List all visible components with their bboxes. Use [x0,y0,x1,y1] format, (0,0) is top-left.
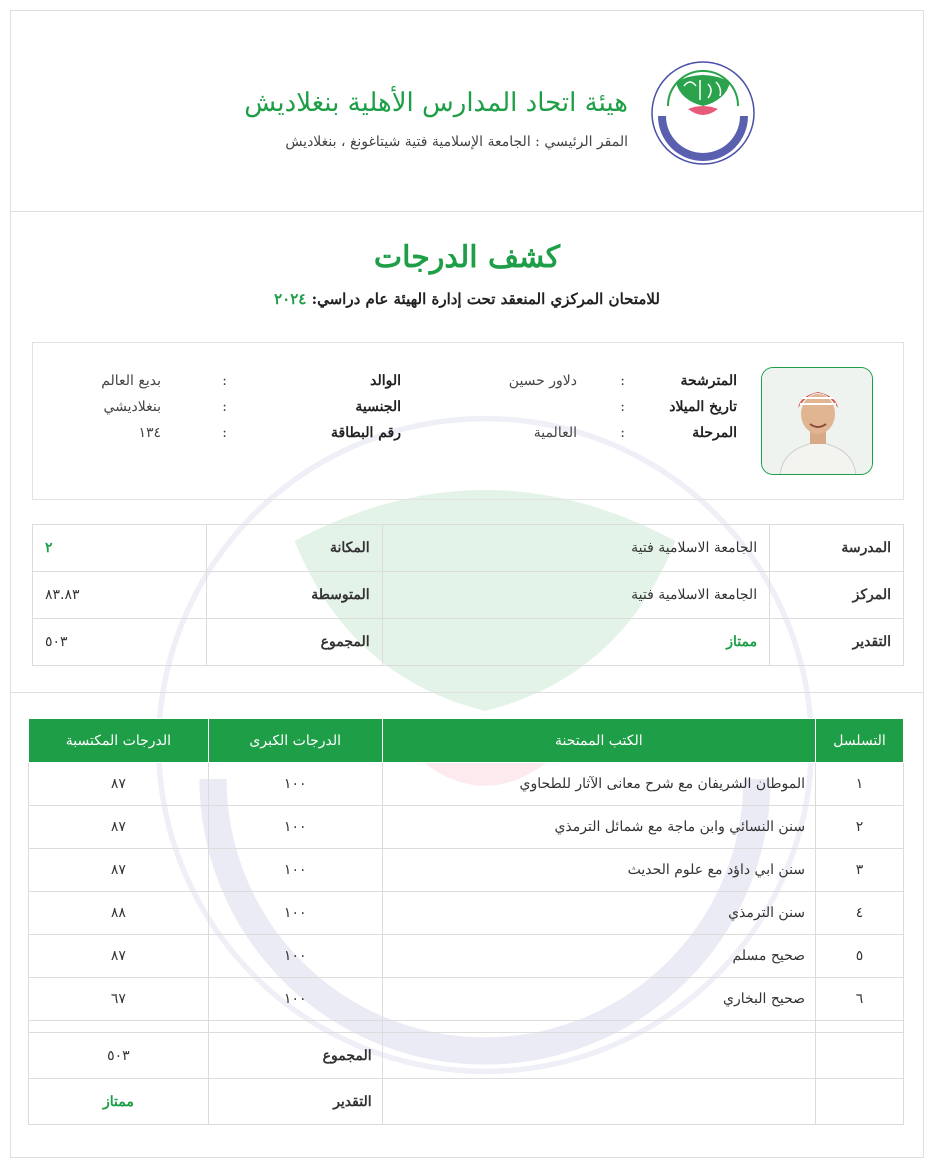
spacer-cell [208,1021,382,1033]
center-label: المركز [770,572,904,619]
max-cell: ١٠٠ [208,763,382,806]
book-cell: سنن الترمذي [382,892,815,935]
serial-cell: ٢ [816,806,904,849]
student-avatar-icon [762,368,873,475]
obtained-cell: ٨٧ [29,849,209,892]
summary-row [33,619,904,666]
dob-label: تاريخ الميلاد [669,399,737,415]
marks-header-row [29,719,904,763]
summary-row [33,572,904,619]
exam-year: ٢٠٢٤ [274,290,307,308]
father-value: بديع العالم [101,373,161,389]
page-subtitle [0,290,934,308]
dob-row [497,399,737,423]
serial-cell: ٣ [816,849,904,892]
obtained-cell: ٨٧ [29,806,209,849]
father-colon: : [222,373,227,389]
max-cell: ١٠٠ [208,892,382,935]
table-row [29,806,904,849]
book-cell: الموطان الشريفان مع شرح معانى الآثار للطحاوي [382,763,815,806]
average-value: ٨٣.٨٣ [33,572,207,619]
marks-grade-label: التقدير [208,1079,382,1125]
serial-cell: ٦ [816,978,904,1021]
summary-row [33,525,904,572]
max-cell: ١٠٠ [208,849,382,892]
max-cell: ١٠٠ [208,935,382,978]
spacer-cell [816,1021,904,1033]
empty-cell [382,1079,815,1125]
section-divider [10,692,924,693]
organization-name: هيئة اتحاد المدارس الأهلية بنغلاديش [244,88,628,118]
level-row [497,425,737,449]
header-max: الدرجات الكبرى [208,719,382,763]
header-books: الكتب الممتحنة [382,719,815,763]
marks-grade-row [29,1079,904,1125]
book-cell: سنن النسائي وابن ماجة مع شمائل الترمذي [382,806,815,849]
table-row [29,978,904,1021]
book-cell: صحيح البخاري [382,978,815,1021]
spacer-row [29,1021,904,1033]
grade-value: ممتاز [382,619,769,666]
nationality-value: بنغلاديشي [103,399,161,415]
header-serial: التسلسل [816,719,904,763]
candidate-row [497,373,737,397]
father-label: الوالد [370,373,401,389]
marks-total-label: المجموع [208,1033,382,1079]
candidate-label: المترشحة [680,373,737,389]
table-row [29,892,904,935]
nationality-label: الجنسية [355,399,401,415]
card-colon: : [222,425,227,441]
level-value: العالمية [533,425,577,441]
dob-colon: : [620,399,625,415]
level-label: المرحلة [692,425,737,441]
organization-address: المقر الرئيسي : الجامعة الإسلامية فتية شيتاغونغ ، بنغلاديش [285,134,628,150]
obtained-cell: ٦٧ [29,978,209,1021]
marks-total-row [29,1033,904,1079]
candidate-value: دلاور حسين [508,373,577,389]
subtitle-text: للامتحان المركزي المنعقد تحت إدارة الهيئة عام دراسي: [311,290,660,308]
serial-cell: ٤ [816,892,904,935]
table-row [29,849,904,892]
rank-value: ٢ [33,525,207,572]
serial-cell: ١ [816,763,904,806]
center-value: الجامعة الاسلامية فتية [382,572,769,619]
max-cell: ١٠٠ [208,806,382,849]
empty-cell [816,1079,904,1125]
grade-label: التقدير [770,619,904,666]
marks-grade-value: ممتاز [29,1079,209,1125]
obtained-cell: ٨٧ [29,935,209,978]
page-title: كشف الدرجات [373,240,561,275]
document-header [10,10,924,212]
nationality-row [103,399,401,423]
school-label: المدرسة [770,525,904,572]
summary-table [32,524,904,666]
table-row [29,763,904,806]
spacer-cell [382,1021,815,1033]
empty-cell [382,1033,815,1079]
marks-table [28,718,904,1125]
marks-total-value: ٥٠٣ [29,1033,209,1079]
obtained-cell: ٨٨ [29,892,209,935]
card-row [111,425,401,449]
candidate-colon: : [620,373,625,389]
rank-label: المكانة [206,525,382,572]
total-label: المجموع [206,619,382,666]
level-colon: : [620,425,625,441]
card-label: رقم البطاقة [331,425,401,441]
table-row [29,935,904,978]
book-cell: صحيح مسلم [382,935,815,978]
spacer-cell [29,1021,209,1033]
student-info-card [32,342,904,500]
card-value: ١٣٤ [138,425,161,441]
nationality-colon: : [222,399,227,415]
empty-cell [816,1033,904,1079]
school-value: الجامعة الاسلامية فتية [382,525,769,572]
total-value: ٥٠٣ [33,619,207,666]
serial-cell: ٥ [816,935,904,978]
header-obtained: الدرجات المكتسبة [29,719,209,763]
max-cell: ١٠٠ [208,978,382,1021]
organization-logo-icon [650,60,756,166]
father-row [101,373,401,397]
book-cell: سنن ابي داؤد مع علوم الحديث [382,849,815,892]
average-label: المتوسطة [206,572,382,619]
student-photo [761,367,873,475]
obtained-cell: ٨٧ [29,763,209,806]
